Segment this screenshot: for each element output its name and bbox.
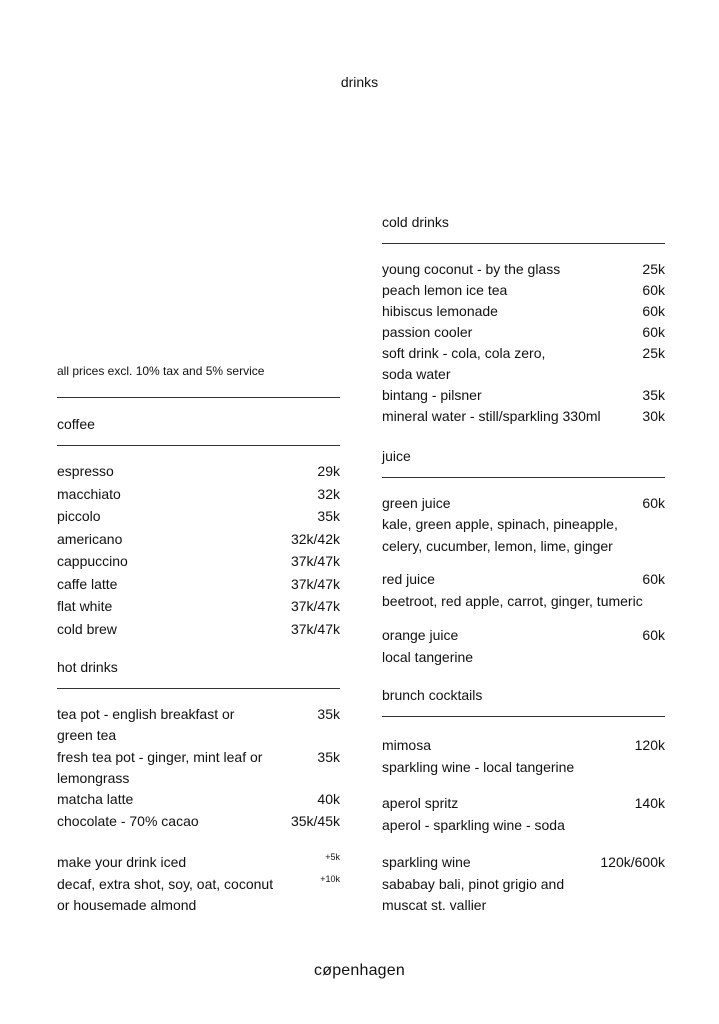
- item-description: sababay bali, pinot grigio and: [382, 876, 565, 892]
- divider: [57, 688, 340, 689]
- menu-item: passion cooler 60k: [382, 324, 665, 340]
- item-description: sparkling wine - local tangerine: [382, 759, 575, 775]
- cocktails-list: [382, 735, 665, 925]
- menu-item: red juice 60k: [382, 571, 665, 587]
- menu-item: cold brew 37k/47k: [57, 621, 340, 637]
- menu-item: hibiscus lemonade 60k: [382, 303, 665, 319]
- cold-drinks-list: [382, 259, 665, 429]
- hot-drinks-list: [57, 704, 340, 834]
- coffee-list: [57, 461, 340, 641]
- extra-item: decaf, extra shot, soy, oat, coconut +10k: [57, 874, 340, 892]
- menu-item: young coconut - by the glass 25k: [382, 261, 665, 277]
- menu-item: peach lemon ice tea 60k: [382, 282, 665, 298]
- menu-item: sparkling wine 120k/600k: [382, 854, 665, 870]
- item-description: aperol - sparkling wine - soda: [382, 817, 565, 833]
- extra-item: make your drink iced +5k: [57, 852, 340, 870]
- menu-item: soft drink - cola, cola zero, 25k: [382, 345, 665, 361]
- menu-item: piccolo 35k: [57, 508, 340, 524]
- menu-item: espresso 29k: [57, 463, 340, 479]
- page-title: drinks: [340, 74, 379, 90]
- menu-item: fresh tea pot - ginger, mint leaf or 35k: [57, 749, 340, 765]
- divider: [382, 477, 665, 478]
- menu-item: mimosa 120k: [382, 737, 665, 753]
- divider: [382, 716, 665, 717]
- menu-item-continued: lemongrass: [57, 770, 130, 786]
- menu-item: caffe latte 37k/47k: [57, 576, 340, 592]
- menu-item: macchiato 32k: [57, 486, 340, 502]
- menu-item-continued: soda water: [382, 366, 451, 382]
- extra-item-continued: or housemade almond: [57, 897, 197, 913]
- menu-item: aperol spritz 140k: [382, 795, 665, 811]
- menu-item: orange juice 60k: [382, 627, 665, 643]
- menu-item: bintang - pilsner 35k: [382, 387, 665, 403]
- juice-list: [382, 493, 665, 673]
- item-description: kale, green apple, spinach, pineapple,: [382, 516, 618, 532]
- tax-note: all prices excl. 10% tax and 5% service: [57, 364, 265, 378]
- section-heading-cold-drinks: cold drinks: [382, 214, 449, 230]
- menu-item: americano 32k/42k: [57, 531, 340, 547]
- divider: [382, 243, 665, 244]
- section-heading-juice: juice: [382, 448, 411, 464]
- item-description: muscat st. vallier: [382, 897, 487, 913]
- brand-logo: cøpenhagen: [314, 962, 405, 979]
- section-heading-brunch-cocktails: brunch cocktails: [382, 687, 483, 703]
- hot-drinks-section: [57, 659, 340, 675]
- item-description: celery, cucumber, lemon, lime, ginger: [382, 538, 613, 554]
- menu-item: flat white 37k/47k: [57, 598, 340, 614]
- menu-item-continued: green tea: [57, 727, 117, 743]
- menu-item: matcha latte 40k: [57, 791, 340, 807]
- divider: [57, 397, 340, 398]
- item-description: local tangerine: [382, 649, 474, 665]
- coffee-section: [57, 416, 340, 432]
- section-heading-hot-drinks: hot drinks: [57, 659, 118, 675]
- menu-item: chocolate - 70% cacao 35k/45k: [57, 813, 340, 829]
- extras-list: [57, 852, 340, 922]
- section-heading-coffee: coffee: [57, 416, 95, 432]
- cocktails-section: [382, 687, 665, 703]
- cold-drinks-section: [382, 214, 665, 230]
- menu-item: green juice 60k: [382, 495, 665, 511]
- menu-item: cappuccino 37k/47k: [57, 553, 340, 569]
- item-description: beetroot, red apple, carrot, ginger, tumeric: [382, 593, 643, 609]
- juice-section: [382, 448, 665, 464]
- menu-item: tea pot - english breakfast or 35k: [57, 706, 340, 722]
- divider: [57, 445, 340, 446]
- menu-item: mineral water - still/sparkling 330ml 30k: [382, 408, 665, 424]
